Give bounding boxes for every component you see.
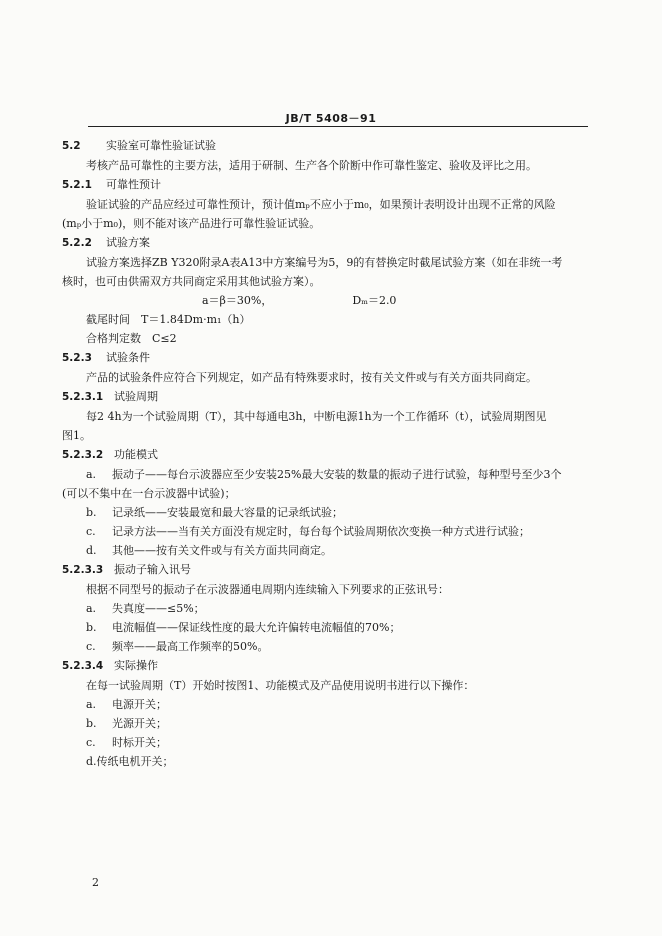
section-5-2-heading [62,136,602,156]
list-item: d. 其他——按有关文件或与有关方面共同商定。 [86,544,332,557]
list-item: a. 电源开关； [86,698,167,711]
section-number: 5.2.3.1 [62,391,104,403]
paragraph: 考核产品可靠性的主要方法，适用于研制、生产各个阶断中作可靠性鉴定、验收及评比之用。 [86,159,537,172]
paragraph-line: 验证试验的产品应经过可靠性预计，预计值mₚ不应小于m₀，如果预计表明设计出现不正常的风险 [86,198,556,211]
section-number: 5.2.3.2 [62,449,104,461]
document-body [62,136,602,771]
pass-criterion: 合格判定数 C≤2 [86,332,177,345]
list-item: a. 失真度——≤5%； [86,602,205,615]
formula-line [62,291,602,310]
paragraph: 产品的试验条件应符合下列规定，如产品有特殊要求时，按有关文件或与有关方面共同商定。 [86,371,537,384]
section-number: 5.2 [62,140,81,152]
list-item: c. 频率——最高工作频率的50%。 [86,640,269,653]
section-title: 试验周期 [114,390,158,403]
section-5-2-3-heading [62,348,602,368]
list-item: c. 时标开关； [86,736,167,749]
list-item: c. 记录方法——当有关方面没有规定时，每台每个试验周期依次变换一种方式进行试验； [86,525,530,538]
section-5-2-1-heading [62,175,602,195]
section-number: 5.2.2 [62,237,92,249]
list-item: b. 记录纸——安装最宽和最大容量的记录纸试验； [86,506,343,519]
section-number: 5.2.3.3 [62,564,104,576]
list-item: b. 电流幅值——保证线性度的最大允许偏转电流幅值的70%； [86,621,401,634]
section-5-2-3-2-heading [62,445,602,465]
cutoff-time: 截尾时间 T＝1.84Dm·m₁（h） [86,313,251,326]
section-5-2-2-heading [62,233,602,253]
paragraph-line: 核时，也可由供需双方共同商定采用其他试验方案）。 [62,275,321,288]
section-number: 5.2.3 [62,352,92,364]
paragraph-line: (可以不集中在一台示波器中试验)； [62,487,236,500]
section-title: 振动子输入讯号 [114,563,191,576]
section-number: 5.2.1 [62,179,92,191]
risk-formula: a＝β＝30%， [202,294,273,307]
section-title: 试验方案 [106,236,150,249]
section-title: 实际操作 [114,659,158,672]
section-title: 功能模式 [114,448,158,461]
section-title: 可靠性预计 [106,178,161,191]
paragraph: 根据不同型号的振动子在示波器通电周期内连续输入下列要求的正弦讯号： [86,583,449,596]
paragraph-line: 图1。 [62,429,91,442]
header-rule [88,126,588,127]
paragraph-line: (mₚ小于m₀)，则不能对该产品进行可靠性验证试验。 [62,217,321,230]
section-5-2-3-1-heading [62,387,602,407]
section-5-2-3-3-heading [62,560,602,580]
section-5-2-3-4-heading [62,656,602,676]
page-number: 2 [92,876,99,889]
section-number: 5.2.3.4 [62,660,104,672]
paragraph-line: 试验方案选择ZB Y320附录A表A13中方案编号为5，9的有替换定时截尾试验方案（如在非统一考 [86,256,563,269]
list-item: b. 光源开关； [86,717,167,730]
list-item: a. 振动子——每台示波器应至少安装25%最大安装的数量的振动子进行试验，每种型号至少3个 [86,468,562,481]
section-title: 实验室可靠性验证试验 [106,139,216,152]
list-item: d.传纸电机开关； [86,755,174,768]
paragraph-line: 每2 4h为一个试验周期（T），其中每通电3h，中断电源1h为一个工作循环（t），试验周期图见 [86,410,547,423]
dm-formula: Dₘ＝2.0 [352,294,397,307]
section-title: 试验条件 [106,351,150,364]
paragraph: 在每一试验周期（T）开始时按图1、功能模式及产品使用说明书进行以下操作： [86,679,475,692]
document-code-header: JB/T 5408－91 [285,112,377,125]
